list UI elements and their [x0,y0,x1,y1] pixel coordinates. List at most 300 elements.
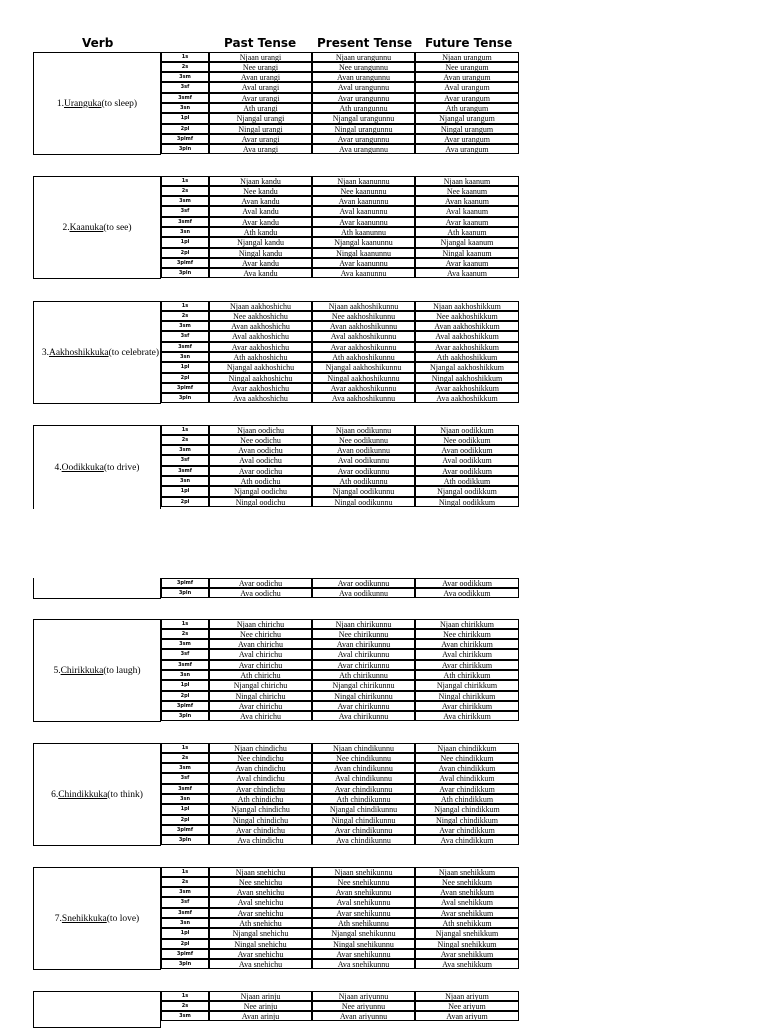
table-row [161,681,519,691]
past-tense-cell: Ava oodichu [209,588,312,598]
present-tense-cell: Aval chindikunnu [312,773,415,783]
future-tense-cell: Ath oodikkum [415,476,519,486]
verb-number: 1. [56,98,65,109]
past-tense-cell: Ava aakhoshichu [209,393,312,403]
table-row [161,217,519,227]
table-row [161,1012,519,1022]
past-tense-cell: Aval kandu [209,206,312,216]
person-cell: 3plmf [161,701,209,711]
past-tense-cell: Avan oodichu [209,445,312,455]
future-tense-cell: Avar chirikkum [415,701,519,711]
present-tense-cell: Nee kaanunnu [312,186,415,196]
future-tense-cell: Njaan urangum [415,52,519,62]
future-tense-cell: Njangal kaanum [415,237,519,247]
past-tense-cell: Avar snehichu [209,949,312,959]
past-tense-cell: Ath urangi [209,103,312,113]
table-row [161,939,519,949]
table-row [161,619,519,629]
person-cell: 3plmf [161,258,209,268]
person-cell: 1pl [161,928,209,938]
past-tense-cell: Avar chindichu [209,825,312,835]
verb-infinitive: Aakhoshikkuka [48,347,109,358]
person-cell: 3sn [161,227,209,237]
table-row [161,466,519,476]
past-tense-cell: Ava kandu [209,268,312,278]
future-tense-cell: Njangal oodikkum [415,486,519,496]
table-row [161,145,519,155]
past-tense-cell: Ningal urangi [209,124,312,134]
verb-number: 6. [51,789,59,800]
person-cell: 2s [161,311,209,321]
present-tense-cell: Nee urangunnu [312,62,415,72]
person-cell: 3sn [161,794,209,804]
person-cell: 1s [161,619,209,629]
future-tense-cell: Nee oodikkum [415,435,519,445]
future-tense-cell: Ava chirikkum [415,711,519,721]
verb-name-cell [33,867,161,970]
future-tense-cell: Avar kaanum [415,258,519,268]
present-tense-cell: Ningal oodikunnu [312,497,415,507]
table-row [161,795,519,805]
table-row [161,383,519,393]
future-tense-cell: Avar oodikkum [415,578,519,588]
table-row [161,134,519,144]
person-cell: 2s [161,62,209,72]
future-tense-cell: Ava snehikkum [415,959,519,969]
present-tense-cell: Aval aakhoshikunnu [312,331,415,341]
person-cell: 3plmf [161,949,209,959]
person-cell: 1pl [161,362,209,372]
future-tense-cell: Avar snehikkum [415,949,519,959]
past-tense-cell: Njaan chirichu [209,619,312,629]
present-tense-cell: Avar chindikunnu [312,784,415,794]
future-tense-cell: Aval snehikkum [415,897,519,907]
table-row [161,186,519,196]
person-cell: 3sm [161,887,209,897]
present-tense-cell: Ath chirikunnu [312,670,415,680]
person-cell: 2pl [161,124,209,134]
present-tense-cell: Avar aakhoshikunnu [312,383,415,393]
person-cell: 2pl [161,248,209,258]
table-row [161,342,519,352]
past-tense-cell: Nee chindichu [209,753,312,763]
present-tense-cell: Avan chindikunnu [312,763,415,773]
table-row [161,867,519,877]
present-tense-cell: Avan snehikunnu [312,887,415,897]
past-tense-cell: Njaan urangi [209,52,312,62]
person-cell: 2s [161,1001,209,1011]
present-tense-cell: Avar urangunnu [312,134,415,144]
future-tense-cell: Ath aakhoshikkum [415,352,519,362]
future-tense-cell: Ningal chirikkum [415,691,519,701]
present-tense-cell: Ath kaanunnu [312,227,415,237]
past-tense-cell: Ath chirichu [209,670,312,680]
person-cell: 1s [161,425,209,435]
table-row [161,712,519,722]
table-row [161,960,519,970]
present-tense-cell: Aval kaanunnu [312,206,415,216]
table-row [161,487,519,497]
table-row [161,353,519,363]
person-cell: 3smf [161,342,209,352]
present-tense-cell: Njaan chirikunnu [312,619,415,629]
table-row [161,825,519,835]
table-row [161,425,519,435]
verb-infinitive: Oodikkuka [61,462,104,473]
verb-infinitive: Chindikkuka [58,789,108,800]
present-tense-cell: Avar kaanunnu [312,217,415,227]
present-tense-cell: Aval snehikunnu [312,897,415,907]
past-tense-cell: Avar oodichu [209,578,312,588]
present-tense-cell: Njangal snehikunnu [312,928,415,938]
present-tense-cell: Nee aakhoshikunnu [312,311,415,321]
present-tense-cell: Avan oodikunnu [312,445,415,455]
verb-name-cell [33,52,161,155]
past-tense-cell: Avar kandu [209,258,312,268]
present-tense-cell: Ningal urangunnu [312,124,415,134]
future-tense-cell: Avar chindikkum [415,784,519,794]
present-tense-cell: Avan urangunnu [312,72,415,82]
future-tense-cell: Ningal urangum [415,124,519,134]
future-tense-cell: Nee aakhoshikkum [415,311,519,321]
table-row [161,764,519,774]
past-tense-cell: Njangal aakhoshichu [209,362,312,372]
past-tense-cell: Avan arinju [209,1011,312,1021]
past-tense-cell: Ath oodichu [209,476,312,486]
verb-infinitive: Uranguka [64,98,102,109]
table-row [161,660,519,670]
table-row [161,435,519,445]
past-tense-cell: Ava snehichu [209,959,312,969]
past-tense-cell: Ningal oodichu [209,497,312,507]
present-tense-cell: Ava kaanunnu [312,268,415,278]
future-tense-cell: Avan chindikkum [415,763,519,773]
table-row [161,650,519,660]
person-cell: 3sf [161,82,209,92]
table-row [161,62,519,72]
present-tense-cell: Nee oodikunnu [312,435,415,445]
present-tense-cell: Avar snehikunnu [312,908,415,918]
future-tense-cell: Ningal kaanum [415,248,519,258]
person-cell: 2pl [161,691,209,701]
person-cell: 1s [161,176,209,186]
present-tense-cell: Njaan kaanunnu [312,176,415,186]
past-tense-cell: Ningal aakhoshichu [209,373,312,383]
present-tense-cell: Ava aakhoshikunnu [312,393,415,403]
present-tense-cell: Njangal chindikunnu [312,804,415,814]
table-row [161,124,519,134]
future-tense-cell: Aval urangum [415,82,519,92]
past-tense-cell: Njaan arinju [209,991,312,1001]
person-cell: 3sn [161,476,209,486]
header-past-tense: Past Tense [224,36,297,50]
table-row [161,1001,519,1011]
future-tense-cell: Avar chirikkum [415,660,519,670]
table-row [161,898,519,908]
table-row [161,671,519,681]
present-tense-cell: Avar chirikunnu [312,660,415,670]
table-row [161,908,519,918]
past-tense-cell: Avar aakhoshichu [209,383,312,393]
past-tense-cell: Avan snehichu [209,887,312,897]
past-tense-cell: Avan kandu [209,196,312,206]
future-tense-cell: Avan snehikkum [415,887,519,897]
present-tense-cell: Avar kaanunnu [312,258,415,268]
past-tense-cell: Aval chindichu [209,773,312,783]
present-tense-cell: Njaan oodikunnu [312,425,415,435]
person-cell: 3sf [161,773,209,783]
verb-gloss: (to think) [107,789,143,800]
future-tense-cell: Aval aakhoshikkum [415,331,519,341]
future-tense-cell: Avan urangum [415,72,519,82]
past-tense-cell: Aval chirichu [209,649,312,659]
table-row [161,877,519,887]
past-tense-cell: Njaan oodichu [209,425,312,435]
future-tense-cell: Njaan aakhoshikkum [415,301,519,311]
present-tense-cell: Njaan ariyunnu [312,991,415,1001]
past-tense-cell: Avar chirichu [209,701,312,711]
past-tense-cell: Avan aakhoshichu [209,321,312,331]
table-row [161,456,519,466]
person-cell: 1pl [161,680,209,690]
verb-number: 4. [54,462,62,473]
verb-number: 7. [54,913,62,924]
past-tense-cell: Avan chindichu [209,763,312,773]
present-tense-cell: Avar oodikunnu [312,466,415,476]
person-cell: 3smf [161,908,209,918]
person-cell: 3smf [161,93,209,103]
present-tense-cell: Ath snehikunnu [312,918,415,928]
past-tense-cell: Avar urangi [209,93,312,103]
past-tense-cell: Nee oodichu [209,435,312,445]
person-cell: 1s [161,743,209,753]
verb-number: 3. [41,347,49,358]
table-row [161,269,519,279]
verb-name-cell [33,425,161,509]
future-tense-cell: Ath urangum [415,103,519,113]
future-tense-cell: Njangal aakhoshikkum [415,362,519,372]
past-tense-cell: Ath chindichu [209,794,312,804]
person-cell: 3sf [161,206,209,216]
person-cell: 3sn [161,103,209,113]
past-tense-cell: Ningal kandu [209,248,312,258]
present-tense-cell: Ava chindikunnu [312,835,415,845]
table-row [161,815,519,825]
person-cell: 3plmf [161,825,209,835]
person-cell: 2s [161,877,209,887]
future-tense-cell: Ath kaanum [415,227,519,237]
present-tense-cell: Ningal chindikunnu [312,815,415,825]
table-row [161,701,519,711]
past-tense-cell: Avar kandu [209,217,312,227]
future-tense-cell: Nee kaanum [415,186,519,196]
present-tense-cell: Avan ariyunnu [312,1011,415,1021]
table-row [161,929,519,939]
verb-gloss: (to celebrate) [108,347,159,358]
person-cell: 1pl [161,237,209,247]
person-cell: 1s [161,301,209,311]
present-tense-cell: Njangal urangunnu [312,113,415,123]
past-tense-cell: Njangal urangi [209,113,312,123]
person-cell: 1pl [161,486,209,496]
verb-number: 2. [62,222,70,233]
table-row [161,743,519,753]
person-cell: 2s [161,435,209,445]
future-tense-cell: Avar kaanum [415,217,519,227]
future-tense-cell: Ava urangum [415,144,519,154]
past-tense-cell: Avar urangi [209,134,312,144]
past-tense-cell: Nee kandu [209,186,312,196]
verb-infinitive: Snehikkuka [61,913,107,924]
person-cell: 1s [161,991,209,1001]
person-cell: 3smf [161,466,209,476]
person-cell: 2s [161,753,209,763]
present-tense-cell: Njaan chindikunnu [312,743,415,753]
future-tense-cell: Nee chindikkum [415,753,519,763]
past-tense-cell: Nee arinju [209,1001,312,1011]
person-cell: 2pl [161,939,209,949]
present-tense-cell: Nee ariyunnu [312,1001,415,1011]
past-tense-cell: Njaan snehichu [209,867,312,877]
present-tense-cell: Ava urangunnu [312,144,415,154]
person-cell: 1s [161,52,209,62]
present-tense-cell: Njangal aakhoshikunnu [312,362,415,372]
table-row [161,640,519,650]
present-tense-cell: Ath aakhoshikunnu [312,352,415,362]
past-tense-cell: Njangal chindichu [209,804,312,814]
table-row [161,949,519,959]
future-tense-cell: Aval chindikkum [415,773,519,783]
present-tense-cell: Njangal oodikunnu [312,486,415,496]
present-tense-cell: Njaan aakhoshikunnu [312,301,415,311]
future-tense-cell: Aval oodikkum [415,455,519,465]
person-cell: 3smf [161,660,209,670]
future-tense-cell: Njangal snehikkum [415,928,519,938]
person-cell: 2s [161,629,209,639]
table-row [161,52,519,62]
table-row [161,394,519,404]
person-cell: 3smf [161,784,209,794]
present-tense-cell: Avan chirikunnu [312,639,415,649]
past-tense-cell: Njangal oodichu [209,486,312,496]
past-tense-cell: Avan urangi [209,72,312,82]
past-tense-cell: Njaan kandu [209,176,312,186]
past-tense-cell: Avar snehichu [209,908,312,918]
future-tense-cell: Avar snehikkum [415,908,519,918]
verb-gloss: (to love) [106,913,140,924]
person-cell: 3pln [161,835,209,845]
present-tense-cell: Ath chindikunnu [312,794,415,804]
present-tense-cell: Ava chirikunnu [312,711,415,721]
person-cell: 2pl [161,497,209,507]
person-cell: 3pln [161,268,209,278]
past-tense-cell: Njaan chindichu [209,743,312,753]
verb-gloss: (to laugh) [103,665,141,676]
future-tense-cell: Njaan snehikkum [415,867,519,877]
present-tense-cell: Ath oodikunnu [312,476,415,486]
verb-name-cell [33,619,161,722]
past-tense-cell: Nee chirichu [209,629,312,639]
table-row [161,322,519,332]
future-tense-cell: Njaan ariyum [415,991,519,1001]
table-row [161,176,519,186]
future-tense-cell: Aval kaanum [415,206,519,216]
past-tense-cell: Avan chirichu [209,639,312,649]
table-row [161,784,519,794]
table-row [161,629,519,639]
person-cell: 3sn [161,352,209,362]
future-tense-cell: Ningal oodikkum [415,497,519,507]
verb-gloss: (to see) [103,222,132,233]
person-cell: 3sm [161,445,209,455]
past-tense-cell: Ningal chirichu [209,691,312,701]
header-present-tense: Present Tense [317,36,413,50]
person-cell: 2pl [161,373,209,383]
future-tense-cell: Njaan kaanum [415,176,519,186]
person-cell: 3sm [161,72,209,82]
past-tense-cell: Avar aakhoshichu [209,342,312,352]
past-tense-cell: Ath aakhoshichu [209,352,312,362]
person-cell: 3sf [161,331,209,341]
future-tense-cell: Avan aakhoshikkum [415,321,519,331]
future-tense-cell: Ningal aakhoshikkum [415,373,519,383]
future-tense-cell: Nee ariyum [415,1001,519,1011]
person-cell: 3sm [161,196,209,206]
past-tense-cell: Ava urangi [209,144,312,154]
future-tense-cell: Avar chindikkum [415,825,519,835]
past-tense-cell: Ningal chindichu [209,815,312,825]
present-tense-cell: Avar urangunnu [312,93,415,103]
person-cell: 3plmf [161,578,209,588]
verb-infinitive: Kaanuka [69,222,104,233]
table-row [161,83,519,93]
table-row [161,774,519,784]
table-row [161,363,519,373]
future-tense-cell: Ath chirikkum [415,670,519,680]
past-tense-cell: Ath kandu [209,227,312,237]
table-row [161,301,519,311]
present-tense-cell: Aval urangunnu [312,82,415,92]
past-tense-cell: Avar chindichu [209,784,312,794]
person-cell: 3plmf [161,134,209,144]
verb-name-cell [33,743,161,846]
future-tense-cell: Njangal chirikkum [415,680,519,690]
person-cell: 3sf [161,455,209,465]
past-tense-cell: Nee snehichu [209,877,312,887]
person-cell: 3sn [161,918,209,928]
future-tense-cell: Nee chirikkum [415,629,519,639]
verb-gloss: (to drive) [103,462,140,473]
present-tense-cell: Nee snehikunnu [312,877,415,887]
past-tense-cell: Ath snehichu [209,918,312,928]
verb-infinitive: Chirikkuka [60,665,104,676]
present-tense-cell: Avar aakhoshikunnu [312,342,415,352]
table-row [161,258,519,268]
future-tense-cell: Avan chirikkum [415,639,519,649]
person-cell: 3sm [161,1011,209,1021]
future-tense-cell: Njaan oodikkum [415,425,519,435]
person-cell: 3plmf [161,383,209,393]
table-row [161,578,519,588]
person-cell: 3sm [161,639,209,649]
person-cell: 3pln [161,711,209,721]
future-tense-cell: Njaan chindikkum [415,743,519,753]
future-tense-cell: Njaan chirikkum [415,619,519,629]
past-tense-cell: Aval snehichu [209,897,312,907]
present-tense-cell: Ath urangunnu [312,103,415,113]
person-cell: 3sn [161,670,209,680]
past-tense-cell: Ava chirichu [209,711,312,721]
